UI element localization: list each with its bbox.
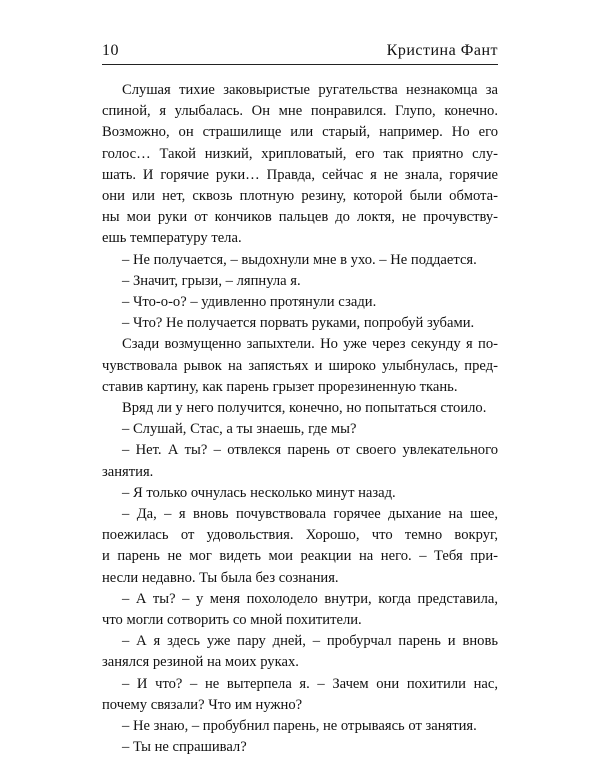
running-title: Кристина Фант: [386, 42, 498, 59]
header-rule: [102, 64, 498, 65]
text-line: шать. И горячие руки… Правда, сейчас я не знала, горячие: [102, 166, 498, 183]
text-line: спиной, я улыбалась. Он мне понравился. Глупо, конечно.: [102, 103, 498, 120]
paragraph: [102, 631, 498, 673]
text-line: – Что-о-о? – удивленно протянули сзади.: [122, 294, 377, 311]
text-line: что могли сотворить со мной похитители.: [102, 612, 362, 629]
paragraph: [102, 504, 498, 589]
text-line: – Нет. А ты? – отвлекся парень от своего увлекательного: [122, 442, 498, 459]
text-line: несли недавно. Ты была без сознания.: [102, 569, 339, 586]
text-line: – Что? Не получается порвать руками, попробуй зубами.: [122, 315, 475, 332]
text-line: они или нет, сквозь плотную резину, которой были обмота-: [102, 188, 498, 205]
body-text: [102, 80, 498, 759]
text-line: Слушая тихие заковыристые ругательства незнакомца за: [122, 82, 498, 98]
paragraph: [102, 80, 498, 250]
page-number: 10: [102, 42, 119, 59]
text-line: ны мои руки от кончиков пальцев до локтя, не прочувству-: [102, 209, 498, 226]
paragraph: [102, 271, 498, 292]
text-line: Вряд ли у него получится, конечно, но попытаться стоило.: [122, 400, 487, 417]
paragraph: [102, 674, 498, 716]
text-line: – Да, – я вновь почувствовала горячее дыхание на шее,: [122, 506, 498, 523]
text-line: – Не получается, – выдохнули мне в ухо. – Не поддается.: [122, 251, 477, 268]
text-line: поежилась от удовольствия. Хорошо, что темно вокруг,: [102, 527, 498, 544]
paragraph: [102, 737, 498, 758]
paragraph: [102, 292, 498, 313]
text-line: – Не знаю, – пробубнил парень, не отрываясь от занятия.: [122, 718, 477, 735]
text-line: голос… Такой низкий, хрипловатый, его так приятно слу-: [102, 145, 498, 162]
text-line: – Ты не спрашивал?: [122, 739, 247, 756]
page-header: [102, 42, 498, 64]
text-line: – А я здесь уже пару дней, – пробурчал парень и вновь: [122, 633, 498, 650]
paragraph: [102, 398, 498, 419]
paragraph: [102, 440, 498, 482]
text-line: – А ты? – у меня похолодело внутри, когда представила,: [122, 590, 498, 607]
paragraph: [102, 250, 498, 271]
text-line: – Я только очнулась несколько минут назад.: [122, 484, 396, 501]
text-line: чувствовала рывок на запястьях и широко улыбнулась, пред-: [102, 357, 498, 374]
paragraph: [102, 589, 498, 631]
paragraph: [102, 334, 498, 398]
text-line: – И что? – не вытерпела я. – Зачем они похитили нас,: [122, 675, 498, 692]
paragraph: [102, 483, 498, 504]
text-line: ставив картину, как парень грызет прорезиненную ткань.: [102, 378, 458, 395]
text-line: Возможно, он страшилище или старый, например. Но его: [102, 124, 498, 141]
text-line: – Слушай, Стас, а ты знаешь, где мы?: [122, 421, 357, 438]
text-line: – Значит, грызи, – ляпнула я.: [122, 272, 301, 289]
text-line: и парень не мог видеть мои реакции на него. – Тебя при-: [102, 548, 498, 565]
paragraph: [102, 716, 498, 737]
text-line: Сзади возмущенно запыхтели. Но уже через секунду я по-: [122, 336, 498, 353]
text-line: занялся резиной на моих руках.: [102, 654, 299, 671]
text-line: ешь температуру тела.: [102, 230, 242, 247]
text-line: занятия.: [102, 463, 154, 480]
paragraph: [102, 313, 498, 334]
text-line: почему связали? Что им нужно?: [102, 696, 303, 713]
paragraph: [102, 419, 498, 440]
